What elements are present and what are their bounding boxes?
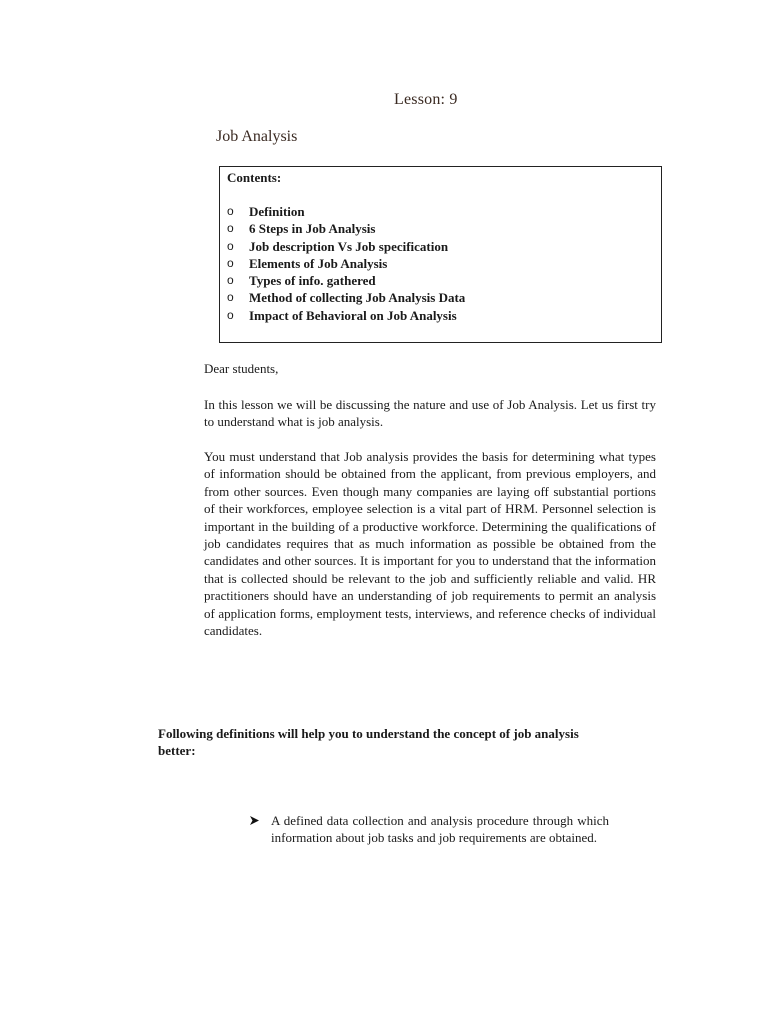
body-paragraph: You must understand that Job analysis provides the basis for determining what types of information should be obtained from the applicant, from previous employers, and from other sources. Even though many companies are laying off substantial portions of their workforces, employee selection is a vital part of HRM. Personnel selection is important in the building of a productive workforce. Determining the qualifications of job candidates requires that as much information as possible be obtained from the candidates and other sources. It is important for you to understand that the information that is collected should be relevant to the job and sufficiently reliable and valid. HR practitioners should have an understanding of job requirements to permit an analysis of application forms, employment tests, interviews, and reference checks of individual candidates. bbox=[204, 449, 656, 639]
circle-bullet-icon: o bbox=[227, 221, 234, 236]
contents-item-label: 6 Steps in Job Analysis bbox=[249, 221, 376, 237]
circle-bullet-icon: o bbox=[227, 290, 234, 305]
contents-item-label: Job description Vs Job specification bbox=[249, 238, 449, 254]
contents-box bbox=[219, 166, 662, 343]
circle-bullet-icon: o bbox=[227, 255, 234, 270]
contents-heading: Contents: bbox=[227, 170, 282, 185]
contents-item-label: Definition bbox=[249, 204, 305, 219]
intro-paragraph: In this lesson we will be discussing the nature and use of Job Analysis. Let us first try to understand what is job analysis. bbox=[204, 397, 656, 430]
circle-bullet-icon: o bbox=[227, 238, 234, 253]
contents-item bbox=[227, 238, 465, 255]
definition-item bbox=[249, 812, 609, 847]
contents-item-label: Elements of Job Analysis bbox=[249, 255, 388, 271]
definitions-heading: Following definitions will help you to understand the concept of job analysis better: bbox=[158, 726, 579, 759]
circle-bullet-icon: o bbox=[227, 273, 234, 288]
contents-list bbox=[227, 203, 465, 324]
circle-bullet-icon: o bbox=[227, 204, 234, 218]
arrowhead-bullet-icon bbox=[249, 812, 260, 829]
contents-item bbox=[227, 203, 465, 220]
contents-item-label: Types of info. gathered bbox=[249, 273, 376, 289]
definition-text: A defined data collection and analysis procedure through which information about job tasks and job requirements are obtained. bbox=[271, 813, 609, 846]
circle-bullet-icon: o bbox=[227, 307, 234, 322]
contents-item bbox=[227, 289, 465, 306]
page-title: Job Analysis bbox=[216, 128, 298, 145]
arrowhead-bullet-icon bbox=[249, 812, 271, 847]
contents-item bbox=[227, 307, 465, 324]
greeting: Dear students, bbox=[204, 361, 279, 376]
contents-item bbox=[227, 255, 465, 272]
contents-item-label: Method of collecting Job Analysis Data bbox=[249, 290, 466, 306]
lesson-number: Lesson: 9 bbox=[394, 91, 458, 108]
contents-item bbox=[227, 272, 465, 289]
contents-item bbox=[227, 220, 465, 237]
contents-item-label: Impact of Behavioral on Job Analysis bbox=[249, 307, 457, 323]
